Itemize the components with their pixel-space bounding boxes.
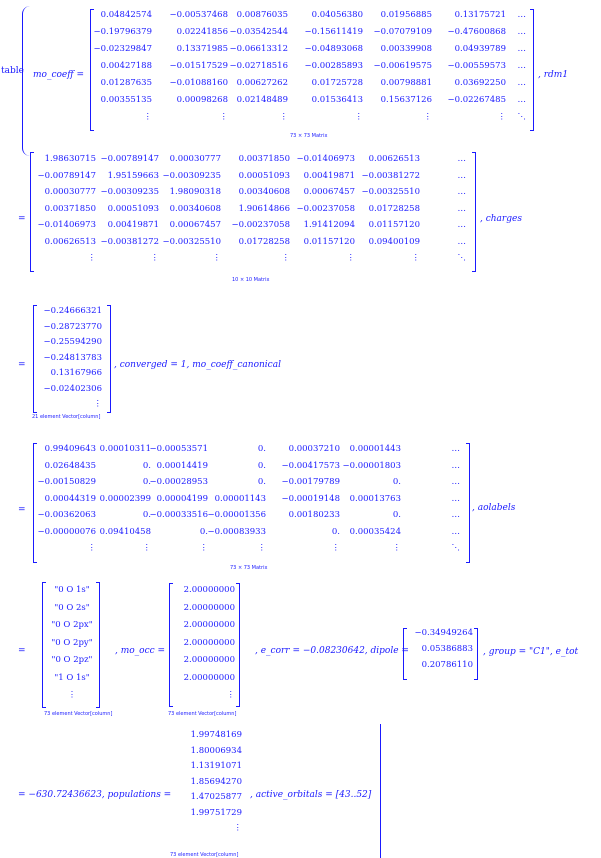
row5-equals: = <box>18 646 26 656</box>
matrix-cell: 0.04056380 <box>311 10 363 20</box>
matrix-cell: 0.00014419 <box>156 460 208 471</box>
matrix-cell: … <box>451 510 460 520</box>
matrix-cell: … <box>517 27 526 37</box>
m1-tail: , rdm1 <box>538 70 569 80</box>
m1-right-bracket <box>530 9 534 131</box>
matrix-cell: 0.00626513 <box>44 236 96 247</box>
matrix-cell: ⋮ <box>392 543 401 553</box>
matrix-cell: 0.01725728 <box>311 78 363 88</box>
matrix-cell: ⋱ <box>451 543 460 553</box>
m2-equals: = <box>18 214 26 224</box>
vector-cell: ⋮ <box>233 823 242 833</box>
matrix-cell: 0.00876035 <box>236 10 288 20</box>
matrix-cell: 0.00427188 <box>100 61 152 71</box>
matrix-cell: −0.01406973 <box>37 220 96 230</box>
matrix-cell: ⋱ <box>457 253 466 263</box>
vector-cell: 0.05386883 <box>421 644 473 654</box>
matrix-cell: −0.00150829 <box>37 477 96 487</box>
matrix-cell: ⋮ <box>411 253 420 263</box>
matrix-cell: −0.00028953 <box>149 477 208 487</box>
matrix-cell: −0.15611419 <box>304 27 363 37</box>
matrix-cell: … <box>517 95 526 105</box>
matrix-cell: 0. <box>142 460 151 471</box>
matrix-cell: 0.01728258 <box>238 236 290 247</box>
matrix-cell: 0.02148489 <box>236 95 288 105</box>
matrix-cell: 0.02241856 <box>176 27 228 37</box>
matrix-cell: ⋮ <box>497 112 506 122</box>
vector-cell: 1.99751729 <box>190 807 242 818</box>
matrix-cell: 0.00044319 <box>44 493 96 504</box>
matrix-cell: … <box>457 170 466 181</box>
matrix-cell: 0.00627262 <box>236 78 288 88</box>
matrix-cell: … <box>457 187 466 197</box>
aolabels-right-bracket <box>96 582 100 708</box>
vector-cell: "0 O 2px" <box>51 620 93 630</box>
matrix-cell: −0.00033516 <box>149 510 208 520</box>
matrix-cell: −0.00001356 <box>207 510 266 520</box>
aolabels-caption: 73 element Vector[column] <box>44 711 113 717</box>
matrix-cell: … <box>451 460 460 471</box>
matrix-cell: 0.00051093 <box>238 170 290 181</box>
matrix-cell: 0.04939789 <box>454 44 506 54</box>
table-label: table <box>1 66 24 76</box>
matrix-cell: 0.00371850 <box>238 154 290 164</box>
matrix-cell: … <box>451 526 460 537</box>
mo-coeff-canonical-matrix <box>36 444 468 560</box>
matrix-cell: −0.00237058 <box>231 220 290 230</box>
matrix-cell: 0.02648435 <box>44 460 96 471</box>
matrix-cell: 0.01536413 <box>311 95 363 105</box>
v1-equals: = <box>18 360 26 370</box>
dipole-vector <box>407 628 475 678</box>
v1-right-bracket <box>107 305 111 413</box>
matrix-cell: ⋮ <box>150 253 159 263</box>
matrix-cell: 1.98630715 <box>44 154 96 164</box>
matrix-cell: … <box>457 154 466 164</box>
matrix-cell: 0.00030777 <box>44 187 96 197</box>
matrix-cell: 0.01728258 <box>368 203 420 214</box>
matrix-cell: 0.01157120 <box>368 220 420 230</box>
matrix-cell: 0.00371850 <box>44 203 96 214</box>
matrix-cell: −0.00789147 <box>100 154 159 164</box>
matrix-cell: 1.90614866 <box>238 203 290 214</box>
matrix-cell: −0.07079109 <box>373 27 432 37</box>
m3-caption: 73 × 73 Matrix <box>230 565 268 571</box>
matrix-cell: −0.00309235 <box>162 170 221 181</box>
mo-occ-right-bracket <box>236 583 240 707</box>
matrix-cell: −0.02329847 <box>93 44 152 54</box>
vector-cell: 2.00000000 <box>183 602 235 613</box>
aolabels-vector <box>46 585 98 705</box>
matrix-cell: −0.00179789 <box>281 477 340 487</box>
vector-cell: 2.00000000 <box>183 585 235 595</box>
matrix-cell: −0.03542544 <box>229 27 288 37</box>
vector-cell: 2.00000000 <box>183 620 235 630</box>
mo-occ-vector <box>173 585 237 705</box>
m2-tail: , charges <box>480 214 522 224</box>
matrix-cell: 0.00013763 <box>349 493 401 504</box>
e-tot-populations-label: = −630.72436623, populations = <box>18 790 172 800</box>
matrix-cell: … <box>517 78 526 88</box>
matrix-cell: 0. <box>257 444 266 454</box>
vector-cell: −0.34949264 <box>414 628 473 638</box>
matrix-cell: 0. <box>392 510 401 520</box>
matrix-cell: −0.06613312 <box>229 44 288 54</box>
mo-coeff-matrix <box>94 10 534 130</box>
vector-cell: ⋮ <box>226 690 235 700</box>
vector-cell: 1.85694270 <box>190 776 242 787</box>
matrix-cell: 0.00030777 <box>169 154 221 164</box>
matrix-cell: −0.01406973 <box>296 154 355 164</box>
m3-right-bracket <box>466 443 470 563</box>
matrix-cell: 0. <box>257 460 266 471</box>
matrix-cell: … <box>451 477 460 487</box>
matrix-cell: −0.00237058 <box>296 203 355 214</box>
v1-tail: , converged = 1, mo_coeff_canonical <box>114 360 281 370</box>
matrix-cell: 1.98090318 <box>169 187 221 197</box>
matrix-cell: 1.95159663 <box>107 170 159 181</box>
m3-equals: = <box>18 505 26 515</box>
matrix-cell: 0.01287635 <box>100 78 152 88</box>
matrix-cell: ⋮ <box>142 543 151 553</box>
vector-cell: −0.25594290 <box>43 337 102 347</box>
matrix-cell: 0.00626513 <box>368 154 420 164</box>
matrix-cell: −0.00362063 <box>37 510 96 520</box>
vector-cell: ⋮ <box>67 690 77 700</box>
matrix-cell: ⋮ <box>219 112 228 122</box>
vector-cell: "0 O 2pz" <box>51 655 93 665</box>
matrix-cell: 0.13175721 <box>454 10 506 20</box>
matrix-cell: −0.02718516 <box>229 61 288 71</box>
matrix-cell: −0.04893068 <box>304 44 363 54</box>
matrix-cell: 0. <box>142 477 151 487</box>
matrix-cell: … <box>457 220 466 230</box>
matrix-cell: 0.15637126 <box>380 95 432 105</box>
matrix-cell: −0.00381272 <box>361 170 420 181</box>
matrix-cell: … <box>451 444 460 454</box>
vector-cell: 2.00000000 <box>183 672 235 683</box>
matrix-cell: −0.00053571 <box>149 444 208 454</box>
matrix-cell: 0.00001443 <box>349 444 401 454</box>
e-corr-dipole-label: , e_corr = −0.08230642, dipole = <box>255 646 409 656</box>
matrix-cell: ⋮ <box>87 543 96 553</box>
mo-coeff-label: mo_coeff = <box>33 70 85 80</box>
matrix-cell: 0.00419871 <box>107 220 159 230</box>
matrix-cell: 0.04842574 <box>100 10 152 20</box>
matrix-cell: 0.00419871 <box>303 170 355 181</box>
matrix-cell: … <box>457 236 466 247</box>
matrix-cell: 0. <box>257 477 266 487</box>
matrix-cell: … <box>451 493 460 504</box>
matrix-cell: −0.00381272 <box>100 236 159 247</box>
vector-cell: 1.99748169 <box>190 730 242 740</box>
m3-tail: , aolabels <box>472 503 516 513</box>
vector-cell: 2.00000000 <box>183 655 235 665</box>
matrix-cell: −0.00083933 <box>207 526 266 537</box>
pops-caption: 73 element Vector[column] <box>170 852 239 858</box>
matrix-cell: ⋮ <box>281 253 290 263</box>
matrix-cell: −0.00285893 <box>304 61 363 71</box>
matrix-cell: ⋮ <box>331 543 340 553</box>
m2-caption: 10 × 10 Matrix <box>232 277 270 283</box>
matrix-cell: 0.00051093 <box>107 203 159 214</box>
matrix-cell: 0.00340608 <box>238 187 290 197</box>
matrix-cell: ⋮ <box>87 253 96 263</box>
matrix-cell: −0.00001803 <box>342 460 401 471</box>
matrix-cell: 0.00339908 <box>380 44 432 54</box>
vector-cell: 2.00000000 <box>183 637 235 648</box>
matrix-cell: ⋮ <box>212 253 221 263</box>
m1-caption: 73 × 73 Matrix <box>290 133 328 139</box>
vector-cell: 0.13167966 <box>50 368 102 378</box>
table-open-brace <box>22 6 31 156</box>
matrix-cell: ⋮ <box>143 112 152 122</box>
row6-tail: , active_orbitals = [43..52] <box>250 790 372 800</box>
right-border-line <box>380 724 381 858</box>
vector-cell: 1.80006934 <box>190 745 242 756</box>
matrix-cell: 0.01956885 <box>380 10 432 20</box>
v1-caption: 21 element Vector[column] <box>32 414 101 420</box>
matrix-cell: −0.00325510 <box>361 187 420 197</box>
matrix-cell: −0.02267485 <box>447 95 506 105</box>
matrix-cell: ⋮ <box>354 112 363 122</box>
vector-cell: −0.24813783 <box>43 352 102 363</box>
vector-cell: 1.47025877 <box>190 792 242 802</box>
matrix-cell: 0. <box>331 526 340 537</box>
matrix-cell: 0.00180233 <box>288 510 340 520</box>
mo-occ-caption: 73 element Vector[column] <box>168 711 237 717</box>
m2-right-bracket <box>472 152 476 272</box>
matrix-cell: 0. <box>392 477 401 487</box>
matrix-cell: 0.00067457 <box>169 220 221 230</box>
matrix-cell: 1.91412094 <box>303 220 355 230</box>
vector-cell: 1.13191071 <box>190 761 242 771</box>
vector-cell: "1 O 1s" <box>54 672 90 683</box>
matrix-cell: ⋱ <box>517 112 526 122</box>
populations-vector <box>180 730 244 834</box>
matrix-cell: 0.00002399 <box>99 493 151 504</box>
matrix-cell: −0.00019148 <box>281 493 340 504</box>
matrix-cell: ⋮ <box>423 112 432 122</box>
matrix-cell: 0.00798881 <box>380 78 432 88</box>
matrix-cell: 0.13371985 <box>176 44 228 54</box>
matrix-cell: ⋮ <box>199 543 208 553</box>
matrix-cell: −0.00417573 <box>281 460 340 471</box>
matrix-cell: 0.00010311 <box>99 444 151 454</box>
matrix-cell: … <box>517 10 526 20</box>
matrix-cell: −0.00619575 <box>373 61 432 71</box>
matrix-cell: 0.00067457 <box>303 187 355 197</box>
matrix-cell: 0.01157120 <box>303 236 355 247</box>
matrix-cell: −0.19796379 <box>93 27 152 37</box>
vector-cell: "0 O 1s" <box>54 585 90 595</box>
matrix-cell: 0. <box>142 510 151 520</box>
matrix-cell: 0.09400109 <box>368 236 420 247</box>
vector-cell: "0 O 2py" <box>51 637 93 648</box>
matrix-cell: −0.00309235 <box>100 187 159 197</box>
matrix-cell: −0.47600868 <box>447 27 506 37</box>
matrix-cell: 0.00001143 <box>214 493 266 504</box>
matrix-cell: 0.00355135 <box>100 95 152 105</box>
matrix-cell: ⋮ <box>279 112 288 122</box>
matrix-cell: −0.00559573 <box>447 61 506 71</box>
matrix-cell: 0.00340608 <box>169 203 221 214</box>
matrix-cell: ⋮ <box>346 253 355 263</box>
matrix-cell: −0.00789147 <box>37 170 96 181</box>
rdm1-matrix <box>34 154 474 270</box>
vector-cell: −0.02402306 <box>43 383 102 394</box>
matrix-cell: −0.01517529 <box>169 61 228 71</box>
mo-occ-label: , mo_occ = <box>115 646 166 656</box>
vector-cell: −0.28723770 <box>43 321 102 332</box>
matrix-cell: 0.00004199 <box>156 493 208 504</box>
matrix-cell: 0.00037210 <box>288 444 340 454</box>
matrix-cell: … <box>457 203 466 214</box>
matrix-cell: 0.00035424 <box>349 526 401 537</box>
dipole-right-bracket <box>474 628 478 680</box>
matrix-cell: … <box>517 44 526 54</box>
matrix-cell: 0.09410458 <box>99 526 151 537</box>
row5-tail: , group = "C1", e_tot <box>483 647 579 657</box>
charges-vector <box>36 306 106 410</box>
matrix-cell: −0.00537468 <box>169 10 228 20</box>
vector-cell: ⋮ <box>93 399 102 409</box>
matrix-cell: −0.00325510 <box>162 236 221 247</box>
matrix-cell: −0.01088160 <box>169 78 228 88</box>
matrix-cell: 0. <box>199 526 208 537</box>
matrix-cell: 0.99409643 <box>44 444 96 454</box>
matrix-cell: ⋮ <box>257 543 266 553</box>
vector-cell: −0.24666321 <box>43 306 102 316</box>
vector-cell: "0 O 2s" <box>54 602 90 613</box>
matrix-cell: 0.00098268 <box>176 95 228 105</box>
vector-cell: 0.20786110 <box>421 660 473 670</box>
matrix-cell: 0.03692250 <box>454 78 506 88</box>
matrix-cell: … <box>517 61 526 71</box>
matrix-cell: −0.00000076 <box>37 526 96 537</box>
